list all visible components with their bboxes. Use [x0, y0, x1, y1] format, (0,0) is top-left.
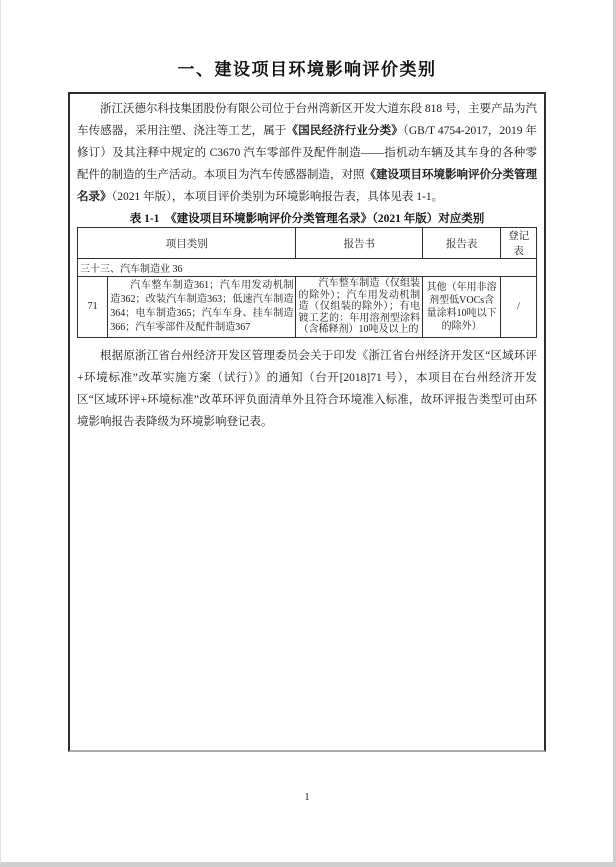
p1-segment-3: （GB/T 4754-2017，2019 年修订）及其注释中规定的 C3670 汽车零部件及配件制造——指机动车辆及其车身的各种零配件的制造的生产活动。本项目为汽车传感器制造，对照: [77, 125, 537, 181]
cell-item-number: 71: [78, 277, 108, 338]
p1-segment-5: （2021 年版），本项目评价类别为环境影响报告表，具体见表 1-1。: [111, 191, 444, 203]
industry-group-label: 三十三、汽车制造业 36: [78, 259, 537, 277]
cell-project-category: 汽车整车制造361；汽车用发动机制造362；改装汽车制造363；低速汽车制造364；电车制造365；汽车车身、挂车制造366；汽车零部件及配件制造367: [108, 277, 296, 338]
paragraph-project-overview: [77, 98, 537, 208]
col-header-project-category: 项目类别: [78, 228, 296, 259]
cell-report-book: 汽车整车制造（仅组装的除外）；汽车用发动机制造（仅组装的除外）；有电镀工艺的：年用溶剂型涂料（含稀释剂）10吨及以上的: [296, 277, 423, 338]
table-row: [78, 277, 537, 338]
paragraph-downgrade-basis: 根据原浙江省台州经济开发区管理委员会关于印发《浙江省台州经济开发区“区域环评+环境标准”改革实施方案（试行）》的通知（台开[2018]71 号），本项目在台州经济开发区“区域环评+环境标准”改革环评负面清单外且符合环境准入标准，故环评报告类型可由环境影响报告表降级为环境影响登记表。: [77, 349, 537, 428]
p1-book-title-eia-catalog: 《建设项目环境影响评价分类管理名录》: [77, 169, 537, 203]
page-title: 一、建设项目环境影响评价类别: [177, 60, 437, 79]
cell-report-form: 其他（年用非溶剂型低VOCs含量涂料10吨以下的除外）: [423, 277, 501, 338]
page-number: 1: [304, 792, 310, 803]
table-caption: 表 1-1 《建设项目环境影响评价分类管理名录》（2021 年版）对应类别: [129, 213, 485, 225]
cell-registration-form: /: [501, 277, 537, 338]
p1-segment-1: 浙江沃德尔科技集团股份有限公司位于台州湾新区开发大道东段 818 号，主要产品为汽车传感器，采用注塑、浇注等工艺，属于: [77, 103, 537, 137]
table-header-row: [78, 228, 537, 259]
industry-group-row: [78, 259, 537, 277]
classification-table: [77, 227, 537, 338]
col-header-report-form: 报告表: [423, 228, 501, 259]
col-header-registration-form: 登记表: [501, 228, 537, 259]
p1-book-title-industry-classification: 《国民经济行业分类》: [286, 125, 403, 137]
content-box: [68, 92, 546, 752]
col-header-report-book: 报告书: [296, 228, 423, 259]
